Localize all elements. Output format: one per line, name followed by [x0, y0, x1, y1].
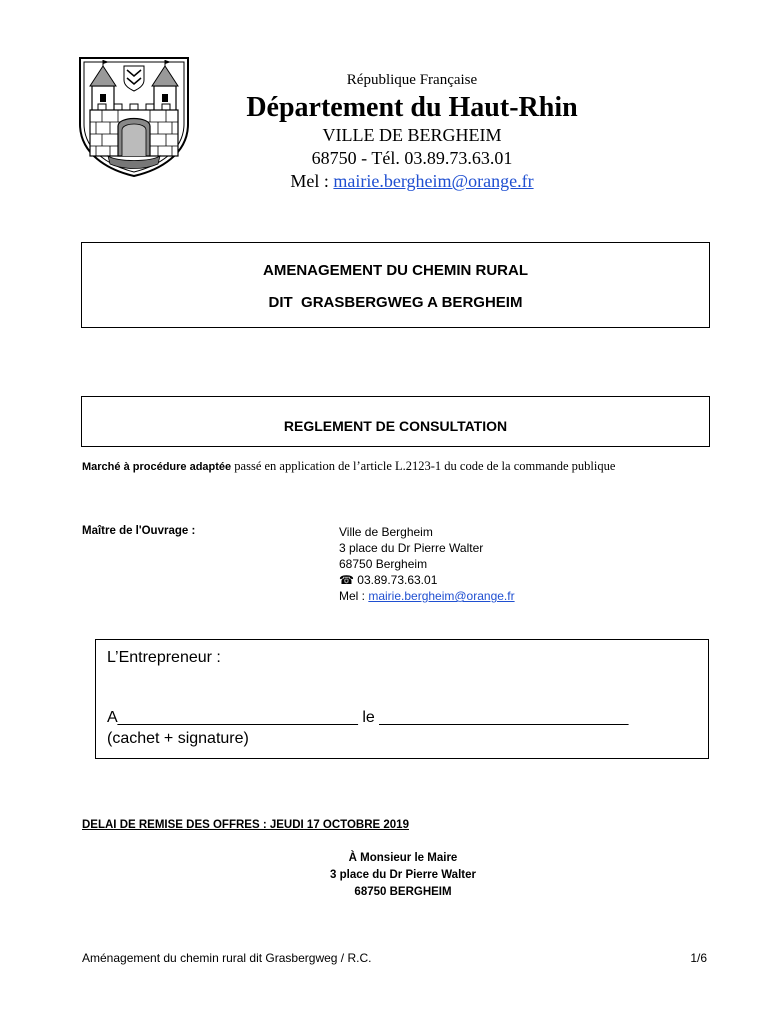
entrepreneur-signature-line: A___________________________ le ____________________________ [107, 709, 629, 726]
footer-title: Aménagement du chemin rural dit Grasbergweg / R.C. [82, 951, 372, 965]
coat-of-arms-logo [78, 56, 190, 178]
maitre-address-block [339, 524, 515, 604]
entrepreneur-signature-caption: (cachet + signature) [107, 730, 249, 747]
header-department: Département du Haut-Rhin [246, 92, 578, 123]
header-town: VILLE DE BERGHEIM [322, 125, 502, 145]
maitre-phone-line [339, 572, 515, 588]
recipient-block [230, 850, 576, 901]
marche-line [82, 459, 615, 474]
footer-page-number: 1/6 [690, 951, 707, 965]
maitre-mail-line [339, 588, 515, 604]
reglement-label: REGLEMENT DE CONSULTATION [283, 418, 508, 434]
maitre-label: Maître de l'Ouvrage : [82, 525, 196, 537]
phone-icon: ☎ [339, 573, 354, 587]
header-postal-phone: 68750 - Tél. 03.89.73.63.01 [311, 148, 513, 168]
entrepreneur-box [95, 639, 709, 759]
header-republic: République Française [346, 72, 478, 88]
title-line-1: AMENAGEMENT DU CHEMIN RURAL [263, 262, 528, 279]
reglement-box [81, 396, 710, 447]
maitre-mail-prefix: Mel : [339, 589, 369, 603]
maitre-phone: 03.89.73.63.01 [353, 573, 438, 587]
recipient-line-2: 3 place du Dr Pierre Walter [330, 869, 476, 881]
marche-bold: Marché à procédure adaptée [82, 461, 232, 473]
title-box [81, 242, 710, 328]
header-mail-line [230, 171, 594, 192]
header-mail-prefix: Mel : [290, 171, 334, 191]
entrepreneur-label: L’Entrepreneur : [107, 649, 221, 666]
recipient-line-1: À Monsieur le Maire [348, 852, 458, 864]
marche-rest: passé en application de l’article L.2123-1 du code de la commande publique [231, 459, 616, 473]
title-line-2: DIT GRASBERGWEG A BERGHEIM [268, 294, 523, 311]
maitre-name: Ville de Bergheim [339, 525, 433, 539]
maitre-address: 3 place du Dr Pierre Walter [339, 541, 484, 555]
header-mail-link[interactable]: mairie.bergheim@orange.fr [333, 171, 534, 191]
maitre-mail-link[interactable]: mairie.bergheim@orange.fr [368, 589, 515, 603]
maitre-city: 68750 Bergheim [339, 557, 428, 571]
delai-remise: DELAI DE REMISE DES OFFRES : JEUDI 17 OCTOBRE 2019 [82, 819, 409, 831]
recipient-line-3: 68750 BERGHEIM [354, 886, 452, 898]
